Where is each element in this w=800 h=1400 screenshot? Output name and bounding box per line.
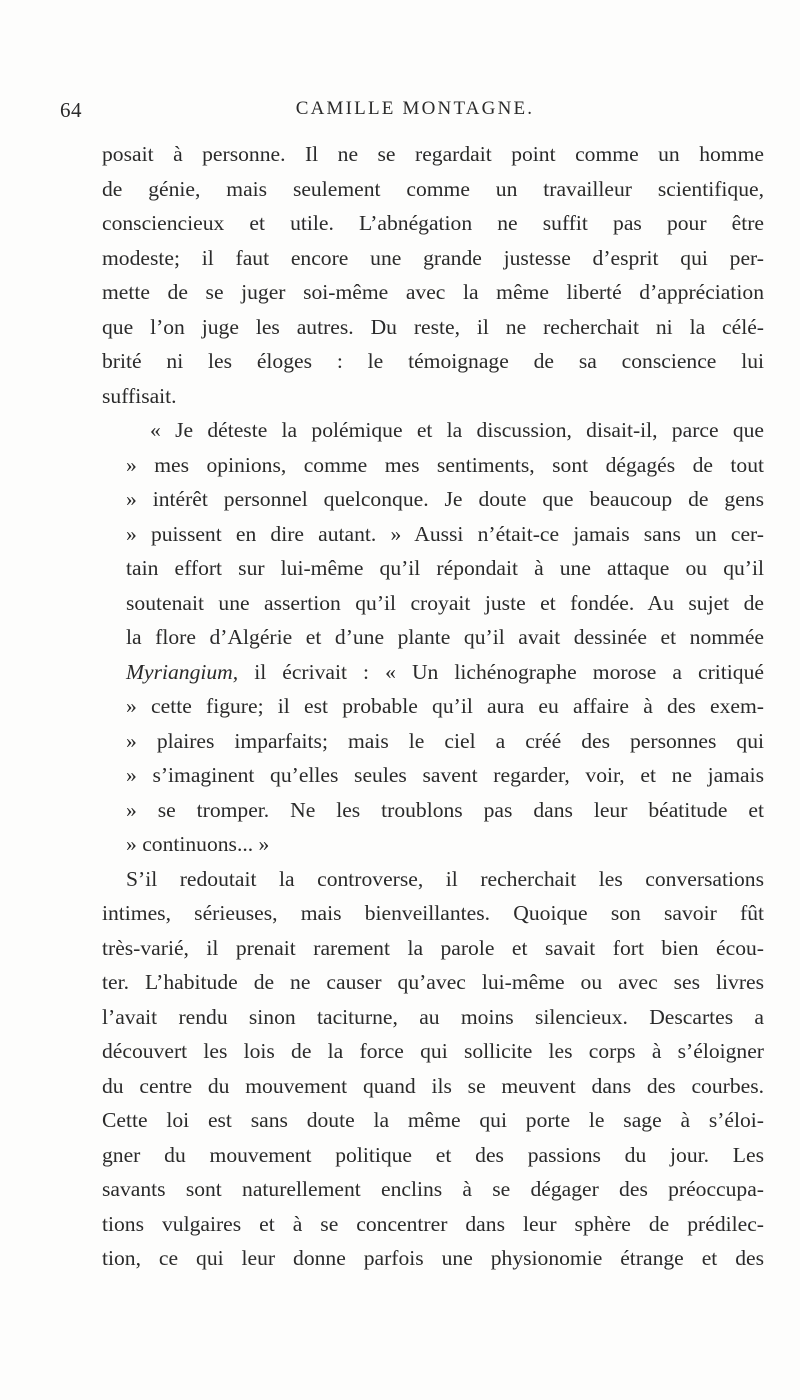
text-line: consciencieux et utile. L’abnégation ne suffit pas pour être bbox=[102, 211, 764, 235]
text-line: S’il redoutait la controverse, il recherchait les conversations bbox=[126, 866, 764, 891]
text-line: savants sont naturellement enclins à se dégager des préoccupa- bbox=[102, 1177, 764, 1201]
paragraph-1 bbox=[102, 137, 764, 413]
text-line: l’avait rendu sinon taciturne, au moins silencieux. Descartes a bbox=[102, 1004, 764, 1029]
text-line: » cette figure; il est probable qu’il aura eu affaire à des exem- bbox=[126, 694, 764, 718]
text-line: brité ni les éloges : le témoignage de sa conscience lui bbox=[102, 349, 764, 373]
text-line: la flore d’Algérie et d’une plante qu’il avait dessinée et nommée bbox=[126, 625, 764, 649]
text-line: découvert les lois de la force qui sollicite les corps à s’éloigner bbox=[102, 1039, 764, 1063]
text-line: intimes, sérieuses, mais bienveillantes. Quoique son savoir fût bbox=[102, 901, 764, 925]
text-line: de génie, mais seulement comme un travailleur scientifique, bbox=[102, 176, 764, 201]
paragraph-2 bbox=[102, 413, 764, 862]
text-line: » se tromper. Ne les troublons pas dans leur béatitude et bbox=[126, 797, 764, 822]
text-line: tions vulgaires et à se concentrer dans leur sphère de prédilec- bbox=[102, 1211, 764, 1236]
text-line: du centre du mouvement quand ils se meuvent dans des courbes. bbox=[102, 1073, 764, 1098]
text-line: tion, ce qui leur donne parfois une physionomie étrange et des bbox=[102, 1246, 764, 1270]
text-line: mette de se juger soi-même avec la même liberté d’appréciation bbox=[102, 280, 764, 304]
text-fragment: il écrivait : « Un lichénographe morose a critiqué bbox=[238, 659, 764, 684]
page-header bbox=[60, 98, 770, 138]
text-line: » plaires imparfaits; mais le ciel a créé des personnes qui bbox=[126, 728, 764, 753]
text-line: ter. L’habitude de ne causer qu’avec lui-même ou avec ses livres bbox=[102, 970, 764, 994]
text-line: Cette loi est sans doute la même qui porte le sage à s’éloi- bbox=[102, 1108, 764, 1132]
text-line: suffisait. bbox=[102, 383, 177, 408]
text-line: » s’imaginent qu’elles seules savent regarder, voir, et ne jamais bbox=[126, 763, 764, 787]
text-line: que l’on juge les autres. Du reste, il ne recherchait ni la célé- bbox=[102, 314, 764, 339]
paragraph-3 bbox=[102, 862, 764, 1276]
body-text bbox=[102, 137, 764, 1276]
italic-term: Myriangium, bbox=[126, 659, 239, 684]
text-line-with-italic bbox=[102, 655, 764, 690]
text-line: » mes opinions, comme mes sentiments, sont dégagés de tout bbox=[126, 452, 764, 477]
text-line: soutenait une assertion qu’il croyait juste et fondée. Au sujet de bbox=[126, 590, 764, 615]
page-number: 64 bbox=[60, 98, 82, 122]
text-line: tain effort sur lui-même qu’il répondait à une attaque ou qu’il bbox=[126, 556, 764, 580]
running-head: CAMILLE MONTAGNE. bbox=[295, 98, 535, 119]
text-line: « Je déteste la polémique et la discussion, disait-il, parce que bbox=[150, 418, 764, 442]
text-line: posait à personne. Il ne se regardait point comme un homme bbox=[102, 142, 764, 166]
text-line: très-varié, il prenait rarement la parole et savait fort bien écou- bbox=[102, 935, 764, 960]
text-line: » continuons... » bbox=[126, 832, 270, 856]
text-line: modeste; il faut encore une grande justesse d’esprit qui per- bbox=[102, 245, 764, 270]
text-line: » puissent en dire autant. » Aussi n’était-ce jamais sans un cer- bbox=[126, 521, 764, 546]
text-line: gner du mouvement politique et des passions du jour. Les bbox=[102, 1142, 764, 1167]
text-line: » intérêt personnel quelconque. Je doute que beaucoup de gens bbox=[126, 487, 764, 511]
